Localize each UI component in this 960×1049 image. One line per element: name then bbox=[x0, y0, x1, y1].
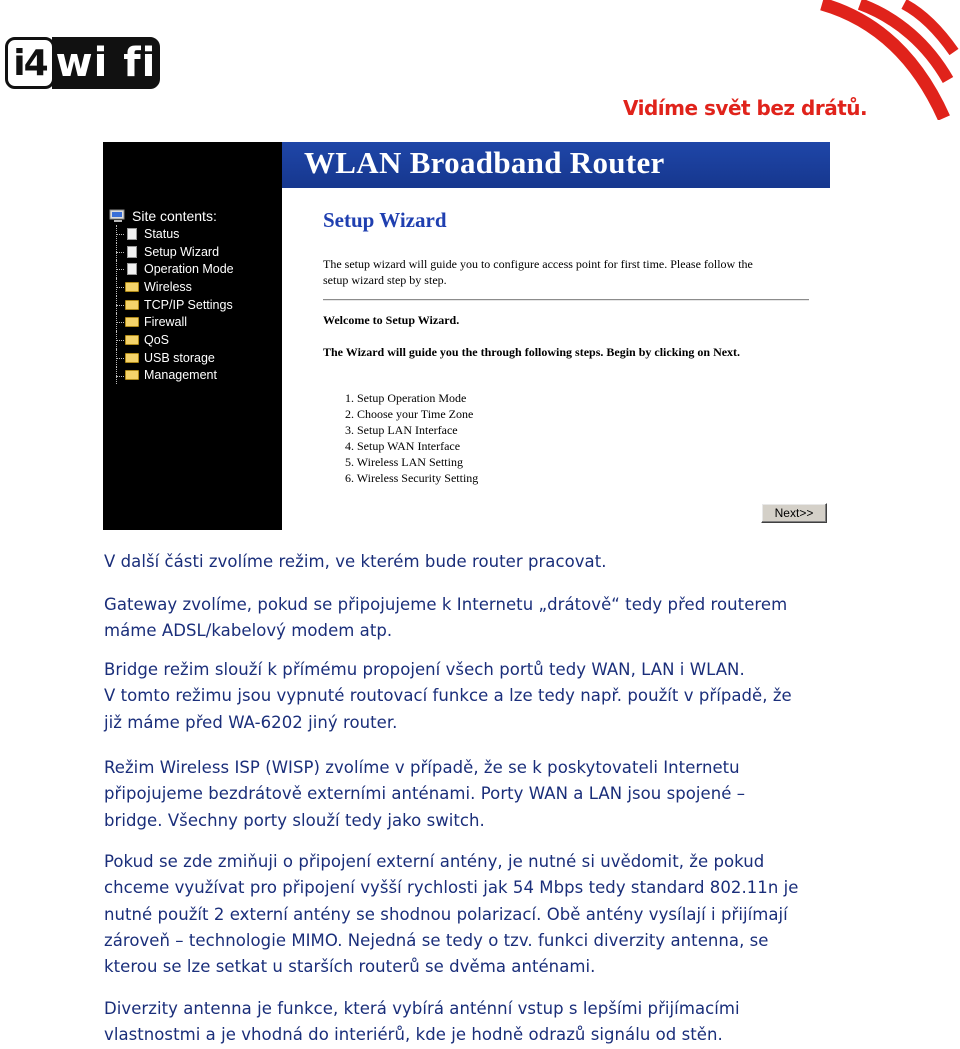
page-icon bbox=[127, 228, 137, 240]
text-line: připojujeme bezdrátově externími anténami. Porty WAN a LAN jsou spojené – bbox=[104, 784, 746, 804]
text-line: již máme před WA-6202 jiný router. bbox=[104, 712, 398, 732]
text-line: nutné použít 2 externí antény se shodnou polarizací. Obě antény vysílají i přijímají bbox=[104, 904, 788, 924]
sidebar-item-label: Status bbox=[144, 226, 180, 241]
sidebar-item-label: Operation Mode bbox=[144, 262, 234, 277]
wizard-step: 3. Setup LAN Interface bbox=[345, 422, 458, 437]
wizard-welcome: Welcome to Setup Wizard. bbox=[323, 313, 460, 327]
tree-guide-line bbox=[111, 313, 125, 331]
sidebar-item-operation-mode[interactable] bbox=[111, 260, 234, 278]
tree-guide-line bbox=[111, 331, 125, 349]
paragraph-intro bbox=[104, 549, 854, 575]
tree-guide-line bbox=[111, 243, 125, 261]
divider bbox=[323, 299, 809, 301]
sidebar-item-wireless[interactable] bbox=[111, 278, 234, 296]
wizard-steps-list bbox=[345, 391, 478, 486]
sidebar-item-label: Management bbox=[144, 368, 217, 383]
router-screenshot bbox=[103, 142, 840, 530]
router-banner bbox=[282, 142, 830, 188]
sidebar-item-label: USB storage bbox=[144, 350, 215, 365]
wizard-step: 4. Setup WAN Interface bbox=[345, 438, 461, 453]
text-line: vlastnostmi a je vhodná do interiérů, kde je hodně odrazů signálu od stěn. bbox=[104, 1025, 723, 1045]
sidebar-item-label: Setup Wizard bbox=[144, 244, 220, 259]
text-line: Bridge režim slouží k přímému propojení všech portů tedy WAN, LAN i WLAN. bbox=[104, 660, 745, 679]
wizard-guide: The Wizard will guide you the through following steps. Begin by clicking on Next. bbox=[323, 345, 741, 359]
folder-icon bbox=[125, 335, 139, 345]
sidebar-tree bbox=[111, 225, 234, 384]
text-line: Diverzity antenna je funkce, která vybírá anténní vstup s lepšími přijímacími bbox=[104, 999, 740, 1018]
wizard-intro bbox=[323, 256, 803, 288]
paragraph-mimo bbox=[104, 849, 854, 980]
text-line: bridge. Všechny porty slouží tedy jako switch. bbox=[104, 810, 485, 830]
site-contents-label: Site contents: bbox=[132, 208, 217, 224]
i4wifi-logo bbox=[5, 37, 160, 89]
folder-icon bbox=[125, 353, 139, 363]
text-line: Režim Wireless ISP (WISP) zvolíme v případě, že se k poskytovateli Internetu bbox=[104, 758, 740, 777]
sidebar-item-label: TCP/IP Settings bbox=[144, 297, 233, 312]
sidebar-item-status[interactable] bbox=[111, 225, 234, 243]
site-contents-root[interactable] bbox=[109, 208, 217, 224]
text-line: máme ADSL/kabelový modem atp. bbox=[104, 621, 393, 641]
wizard-title: Setup Wizard bbox=[323, 208, 447, 232]
text-line: Pokud se zde zmiňuji o připojení externí antény, je nutné si uvědomit, že pokud bbox=[104, 852, 765, 871]
router-sidebar bbox=[103, 142, 282, 530]
tree-guide-line bbox=[111, 260, 125, 278]
text-line: kterou se lze setkat u starších routerů se dvěma anténami. bbox=[104, 957, 596, 977]
page-icon bbox=[127, 246, 137, 258]
wizard-step: 5. Wireless LAN Setting bbox=[345, 454, 463, 469]
wizard-step: 6. Wireless Security Setting bbox=[345, 470, 479, 485]
sidebar-item-label: Firewall bbox=[144, 315, 188, 330]
logo-wifi-part: wi fi bbox=[52, 37, 160, 89]
wizard-step: 2. Choose your Time Zone bbox=[345, 406, 474, 421]
text-line: V tomto režimu jsou vypnuté routovací funkce a lze tedy např. použít v případě, že bbox=[104, 686, 792, 706]
paragraph-bridge bbox=[104, 657, 854, 736]
computer-icon bbox=[109, 209, 127, 223]
tree-guide-line bbox=[111, 367, 125, 385]
text-line: chceme využívat pro připojení vyšší rychlosti jak 54 Mbps tedy standard 802.11n je bbox=[104, 878, 799, 898]
router-banner-title: WLAN Broadband Router bbox=[304, 145, 665, 180]
sidebar-item-qos[interactable] bbox=[111, 331, 234, 349]
page-icon bbox=[127, 263, 137, 275]
folder-icon bbox=[125, 370, 139, 380]
paragraph-wisp bbox=[104, 755, 854, 834]
tree-guide-line bbox=[111, 296, 125, 314]
text-line: V další části zvolíme režim, ve kterém bude router pracovat. bbox=[104, 552, 607, 571]
text-line: Gateway zvolíme, pokud se připojujeme k Internetu „drátově“ tedy před routerem bbox=[104, 595, 788, 614]
tree-guide-line bbox=[111, 349, 125, 367]
tree-guide-line bbox=[111, 278, 125, 296]
paragraph-gateway bbox=[104, 592, 854, 645]
next-button[interactable]: Next>> bbox=[761, 503, 827, 523]
text-line: zároveň – technologie MIMO. Nejedná se tedy o tzv. funkci diverzity antenna, se bbox=[104, 930, 769, 950]
sidebar-item-management[interactable] bbox=[111, 367, 234, 385]
folder-icon bbox=[125, 300, 139, 310]
folder-icon bbox=[125, 282, 139, 292]
wizard-intro-line: setup wizard step by step. bbox=[323, 273, 447, 287]
wizard-intro-line: The setup wizard will guide you to configure access point for first time. Please follow the bbox=[323, 257, 753, 271]
wizard-step: 1. Setup Operation Mode bbox=[345, 391, 467, 405]
paragraph-diversity bbox=[104, 996, 854, 1049]
tree-guide-line bbox=[111, 225, 125, 243]
folder-icon bbox=[125, 317, 139, 327]
sidebar-item-tcpip-settings[interactable] bbox=[111, 296, 234, 314]
sidebar-item-firewall[interactable] bbox=[111, 313, 234, 331]
sidebar-item-label: Wireless bbox=[144, 279, 192, 294]
slogan: Vidíme svět bez drátů. bbox=[623, 96, 868, 120]
logo-i4-part: i4 bbox=[5, 37, 55, 89]
sidebar-item-label: QoS bbox=[144, 332, 170, 347]
sidebar-item-setup-wizard[interactable] bbox=[111, 243, 234, 261]
sidebar-item-usb-storage[interactable] bbox=[111, 349, 234, 367]
